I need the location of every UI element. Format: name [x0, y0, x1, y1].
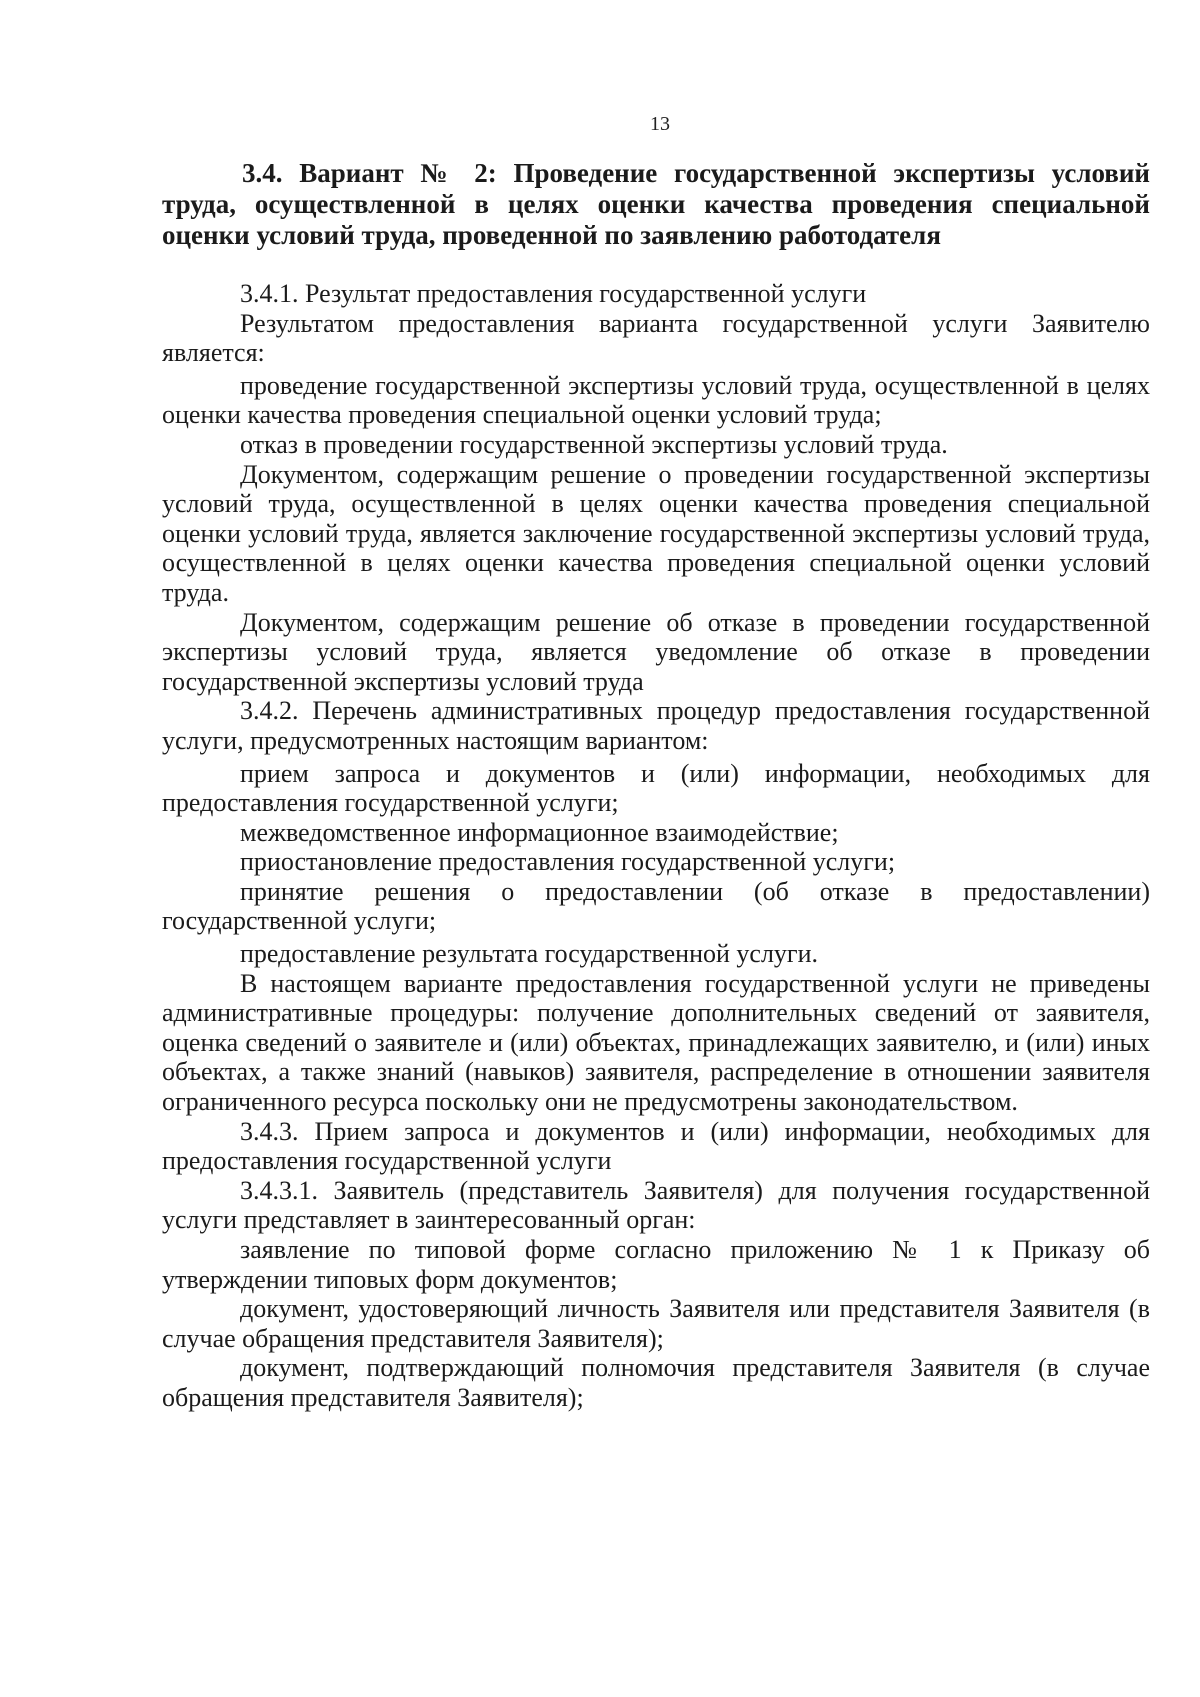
paragraph-result-item-1: проведение государственной экспертизы условий труда, осуществленной в целях оценки качества проведения специальной оценки условий труда;	[162, 370, 1150, 430]
paragraph-procedure-3: приостановление предоставления государственной услуги;	[240, 847, 896, 877]
paragraph-result-intro: Результатом предоставления варианта государственной услуги Заявителю является:	[162, 308, 1150, 368]
paragraph-result-item-2: отказ в проведении государственной экспертизы условий труда.	[240, 429, 948, 459]
document-body	[162, 158, 1150, 1413]
paragraph-document-application: заявление по типовой форме согласно приложению № 1 к Приказу об утверждении типовых форм документов;	[162, 1235, 1150, 1294]
paragraph-procedure-1: прием запроса и документов и (или) информации, необходимых для предоставления государственной услуги;	[162, 758, 1150, 818]
paragraph-procedure-4: принятие решения о предоставлении (об отказе в предоставлении) государственной услуги;	[162, 876, 1150, 936]
paragraph-applicant-submits: 3.4.3.1. Заявитель (представитель Заявителя) для получения государственной услуги представляет в заинтересованный орган:	[162, 1175, 1150, 1235]
paragraph-document-authority: документ, подтверждающий полномочия представителя Заявителя (в случае обращения представителя Заявителя);	[162, 1353, 1150, 1412]
paragraph-procedure-2: межведомственное информационное взаимодействие;	[240, 817, 839, 847]
paragraph-decision-document: Документом, содержащим решение о проведении государственной экспертизы условий труда, осуществленной в целях оценки качества проведения специальной оценки условий труда, является заключение государственной экспертизы условий труда, осуществленной в целях оценки качества проведения специальной оценки условий труда.	[162, 459, 1150, 607]
paragraph-result-title: 3.4.1. Результат предоставления государственной услуги	[240, 279, 867, 308]
paragraph-procedures-list-title: 3.4.2. Перечень административных процедур предоставления государственной услуги, предусмотренных настоящим вариантом:	[162, 696, 1150, 755]
page-number: 13	[650, 113, 670, 135]
paragraph-document-identity: документ, удостоверяющий личность Заявителя или представителя Заявителя (в случае обращения представителя Заявителя);	[162, 1294, 1150, 1353]
paragraph-refusal-document: Документом, содержащим решение об отказе в проведении государственной экспертизы условий труда, является уведомление об отказе в проведении государственной экспертизы условий труда	[162, 607, 1150, 696]
paragraph-procedure-5: предоставление результата государственной услуги.	[240, 939, 819, 969]
section-heading: 3.4. Вариант № 2: Проведение государственной экспертизы условий труда, осуществленной в целях оценки качества проведения специальной оценки условий труда, проведенной по заявлению работодателя	[162, 158, 1150, 250]
paragraph-request-intake-title: 3.4.3. Прием запроса и документов и (или) информации, необходимых для предоставления государственной услуги	[162, 1116, 1150, 1176]
paragraph-excluded-procedures: В настоящем варианте предоставления государственной услуги не приведены административные процедуры: получение дополнительных сведений от заявителя, оценка сведений о заявителе и (или) объектах, принадлежащих заявителю, и (или) иных объектах, а также знаний (навыков) заявителя, распределение в отношении заявителя ограниченного ресурса поскольку они не предусмотрены законодательством.	[162, 968, 1150, 1117]
